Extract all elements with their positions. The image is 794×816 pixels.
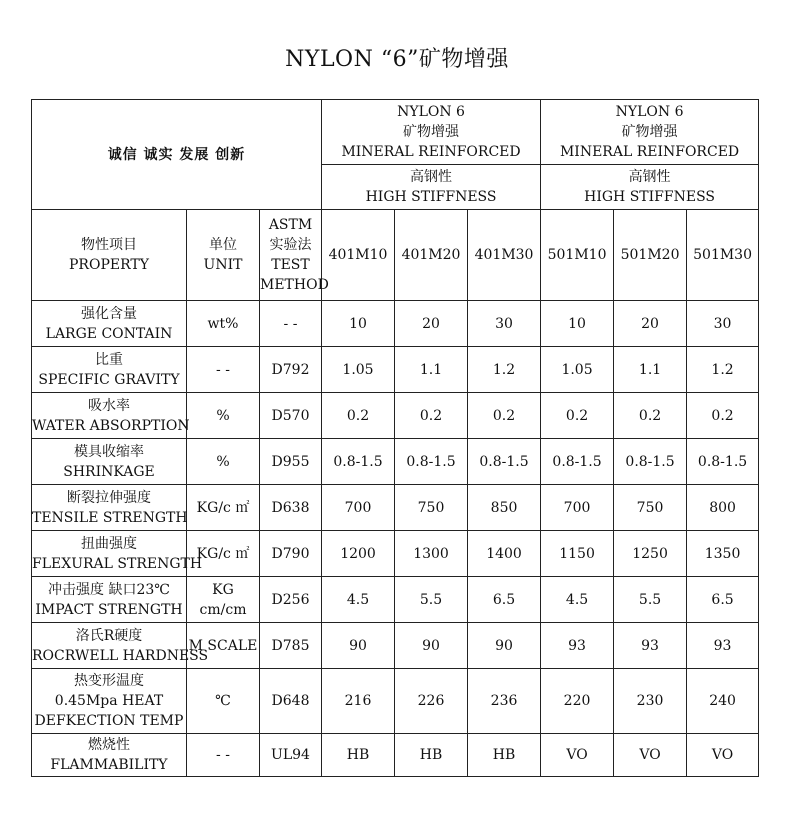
value-cell: 850 [468,485,541,531]
property-en: FLAMMABILITY [50,757,168,773]
header-row-1 [32,100,759,165]
method-header [260,210,329,301]
grade-group-1-en: MINERAL REINFORCED [341,144,521,160]
property-cn: 比重 [95,351,123,368]
method-header-l4: METHOD [260,277,329,293]
value-cell: 1250 [614,531,687,577]
unit-line-2: cm/cm [199,601,247,618]
property-en-line-1: 0.45Mpa HEAT [54,693,164,709]
property-cn: 强化含量 [81,305,137,322]
property-en: WATER ABSORPTION [32,417,190,434]
property-cell [32,734,187,777]
property-cell [32,485,187,531]
unit-header [187,210,260,301]
value-cell: 90 [322,623,395,669]
value-cell: 230 [614,669,687,734]
method-cell: D790 [260,531,322,577]
property-cn: 模具收缩率 [74,443,144,460]
unit-cell: % [187,439,260,485]
property-cell [32,439,187,485]
unit-header-en: UNIT [203,257,243,273]
method-cell: UL94 [260,734,322,777]
unit-header-cn: 单位 [209,237,237,253]
value-cell: 0.2 [468,393,541,439]
value-cell: 6.5 [687,577,759,623]
grade-group-2-cn: 矿物增强 [621,124,678,140]
property-cn: 扭曲强度 [81,535,137,552]
value-cell: 4.5 [322,577,395,623]
grade-group-1-header [322,100,541,165]
unit-cell: - - [187,347,260,393]
table-row [32,347,759,393]
table-row [32,485,759,531]
property-cell [32,393,190,439]
value-cell: 1.1 [395,347,468,393]
grade-header-401m10: 401M10 [322,210,395,301]
unit-cell: - - [187,734,260,777]
value-cell: 0.8-1.5 [395,439,468,485]
value-cell: VO [614,734,687,777]
property-cn: 洛氏R硬度 [75,627,143,644]
grade-group-2-en: MINERAL REINFORCED [559,144,740,160]
value-cell: 236 [468,669,541,734]
table-row [32,669,759,734]
unit-line-1: KG [212,581,234,598]
value-cell: VO [687,734,759,777]
value-cell: 93 [614,623,687,669]
value-cell: 20 [614,301,687,347]
value-cell: 10 [322,301,395,347]
property-en: SPECIFIC GRAVITY [38,371,180,388]
unit-cell: KG/c ㎡ [187,531,260,577]
property-en: IMPACT STRENGTH [35,601,183,618]
property-header-en: PROPERTY [69,257,149,273]
grade-group-1-cn: 矿物增强 [403,124,460,140]
table-row [32,393,759,439]
grade-group-2-sub-cn: 高钢性 [628,169,671,185]
value-cell: 800 [687,485,759,531]
grade-header-401m20: 401M20 [395,210,468,301]
method-cell: D256 [260,577,322,623]
property-cn: 吸水率 [88,397,130,414]
table-row [32,734,759,777]
value-cell: 1200 [322,531,395,577]
value-cell: 1150 [541,531,614,577]
value-cell: 90 [395,623,468,669]
method-cell: D955 [260,439,322,485]
value-cell: 1.2 [468,347,541,393]
value-cell: 6.5 [468,577,541,623]
property-header [32,210,187,301]
value-cell: HB [322,734,395,777]
grade-header-501m20: 501M20 [614,210,687,301]
method-header-l3: TEST [271,257,310,273]
value-cell: 0.8-1.5 [687,439,759,485]
value-cell: 0.8-1.5 [322,439,395,485]
property-en: SHRINKAGE [63,463,155,480]
property-cell [32,301,187,347]
value-cell: 20 [395,301,468,347]
value-cell: 30 [687,301,759,347]
value-cell: 1.1 [614,347,687,393]
property-en: FLEXURAL STRENGTH [32,555,203,572]
value-cell: 1.05 [322,347,395,393]
value-cell: 5.5 [395,577,468,623]
spec-table [31,99,759,777]
property-en: ROCRWELL HARDNESS [32,647,209,664]
unit-cell: % [187,393,260,439]
unit-cell [187,577,260,623]
value-cell: 0.8-1.5 [614,439,687,485]
method-header-l2: 实验法 [269,237,312,253]
property-cn: 断裂拉伸强度 [67,489,151,506]
value-cell: HB [395,734,468,777]
grade-group-2-sub-en: HIGH STIFFNESS [584,189,715,205]
method-cell: D785 [260,623,322,669]
property-cell [32,347,187,393]
value-cell: HB [468,734,541,777]
property-cn: 冲击强度 缺口23℃ [48,581,170,598]
value-cell: 0.2 [322,393,395,439]
method-cell: D570 [260,393,322,439]
value-cell: 1.05 [541,347,614,393]
table-row [32,531,759,577]
value-cell: 93 [687,623,759,669]
grade-header-501m30: 501M30 [687,210,759,301]
value-cell: 700 [541,485,614,531]
unit-cell: ℃ [187,669,260,734]
value-cell: 0.2 [395,393,468,439]
table-row [32,577,759,623]
unit-cell: KG/c ㎡ [187,485,260,531]
value-cell: 220 [541,669,614,734]
grade-group-2-header [541,100,759,165]
method-cell: D648 [260,669,322,734]
value-cell: 1300 [395,531,468,577]
value-cell: 1350 [687,531,759,577]
slogan-cell: 诚信 诚实 发展 创新 [32,100,322,210]
grade-header-501m10: 501M10 [541,210,614,301]
value-cell: 90 [468,623,541,669]
property-cell [32,623,209,669]
value-cell: 10 [541,301,614,347]
value-cell: 0.8-1.5 [541,439,614,485]
value-cell: 0.2 [687,393,759,439]
value-cell: 750 [614,485,687,531]
property-cn: 热变形温度 [74,673,144,689]
value-cell: 750 [395,485,468,531]
method-cell: D638 [260,485,322,531]
value-cell: 1.2 [687,347,759,393]
document-title: NYLON “6”矿物增强 [285,47,509,72]
unit-cell: M SCALE [187,623,260,669]
value-cell: 226 [395,669,468,734]
table-row [32,623,759,669]
property-cell [32,577,187,623]
value-cell: 0.2 [541,393,614,439]
unit-cell: wt% [187,301,260,347]
grade-group-2-name: NYLON 6 [615,104,684,120]
grade-group-2-subheader [541,165,759,210]
grade-group-1-name: NYLON 6 [397,104,465,120]
column-header-row [32,210,759,301]
method-cell: - - [260,301,322,347]
grade-group-1-sub-cn: 高钢性 [410,169,453,185]
value-cell: 0.2 [614,393,687,439]
grade-header-401m30: 401M30 [468,210,541,301]
property-en: TENSILE STRENGTH [32,509,188,526]
property-header-cn: 物性项目 [81,237,137,253]
method-cell: D792 [260,347,322,393]
value-cell: 1400 [468,531,541,577]
property-cn: 燃烧性 [88,737,130,753]
value-cell: 0.8-1.5 [468,439,541,485]
table-row [32,439,759,485]
value-cell: 4.5 [541,577,614,623]
property-cell [32,531,203,577]
value-cell: 93 [541,623,614,669]
value-cell: VO [541,734,614,777]
table-row [32,301,759,347]
value-cell: 700 [322,485,395,531]
property-en: LARGE CONTAIN [45,325,173,342]
method-header-l1: ASTM [268,217,313,233]
value-cell: 240 [687,669,759,734]
value-cell: 5.5 [614,577,687,623]
grade-group-1-sub-en: HIGH STIFFNESS [365,189,497,205]
value-cell: 30 [468,301,541,347]
property-en-line-2: DEFKECTION TEMP [34,713,184,729]
value-cell: 216 [322,669,395,734]
grade-group-1-subheader [322,165,541,210]
property-cell [32,669,187,734]
